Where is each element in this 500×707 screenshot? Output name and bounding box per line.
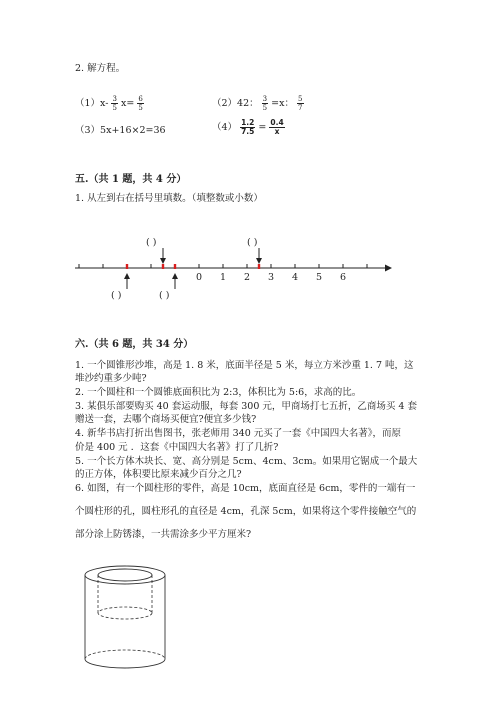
question-5-line-2: 的正方体，体积要比原来减少百分之几? — [75, 469, 242, 480]
section2-heading: 2. 解方程。 — [75, 63, 126, 74]
section5-question-1: 1. 从左到右在括号里填数。（填整数或小数） — [75, 193, 263, 204]
axis-arrow-icon — [385, 265, 392, 272]
question-3-line-2: 赠送一套，去哪个商场买便宜?便宜多少钱? — [75, 414, 257, 425]
equation-3-label: （3） — [75, 125, 101, 136]
question-4-line-1: 4. 新华书店打折出售图书，张老师用 340 元买了一套《中国四大名著》，而原 — [75, 428, 402, 439]
up-arrow-icon — [172, 273, 178, 279]
question-2: 2. 一个圆柱和一个圆锥底面积比为 2:3，体积比为 5:6，求高的比。 — [75, 387, 362, 398]
question-5-line-1: 5. 一个长方体木块长、宽、高分别是 5cm、4cm、3cm。如果用它锯成一个最大 — [75, 456, 418, 467]
answer-blank[interactable]: ( ) — [111, 290, 122, 301]
fraction: $\frac{6}{5}$ — [138, 95, 143, 112]
question-3-line-1: 3. 某俱乐部要购买 40 套运动服，每套 300 元，甲商场打七五折，乙商场买 4 套 — [75, 401, 417, 412]
fraction: $\frac{3}{5}$ — [262, 95, 268, 112]
answer-blank[interactable]: ( ) — [247, 237, 258, 248]
equation-2-label: （2） — [212, 98, 238, 109]
red-point-mark — [126, 264, 128, 269]
question-6-line-1: 6. 如图，有一个圆柱形的零件，高是 10cm，底面直径是 6cm，零件的一端有一 — [75, 483, 416, 494]
equation-1-label: （1） — [75, 98, 101, 109]
tick-label: 6 — [340, 272, 347, 283]
hole-top-ellipse — [98, 569, 152, 581]
equation-3-text: 5x+16×2=36 — [100, 125, 166, 136]
tick-label: 5 — [316, 272, 323, 283]
equation-2-mid: =x： — [271, 98, 294, 109]
number-line — [75, 235, 395, 315]
tick-label: 2 — [244, 272, 251, 283]
equation-2-pre: 42： — [237, 98, 259, 109]
outer-bottom-arc — [85, 659, 165, 668]
fraction: $\frac{5}{7}$ — [298, 95, 303, 112]
down-arrow-icon — [160, 258, 166, 264]
outer-bottom-hidden-arc — [85, 650, 165, 659]
question-1-line-1: 1. 一个圆锥形沙堆，高是 1. 8 米，底面半径是 5 米，每立方米沙重 1. 7 吨，这 — [75, 360, 414, 371]
down-arrow-icon — [256, 258, 262, 264]
fraction: $\frac{0.4}{x}$ — [270, 118, 284, 136]
answer-blank[interactable]: ( ) — [146, 237, 157, 248]
cylinder-part-figure — [80, 563, 200, 673]
answer-blank[interactable]: ( ) — [159, 290, 170, 301]
equation-1-pre: x- — [100, 98, 109, 109]
question-4-line-2: 价是 400 元 ．这套《中国四大名著》打了几折? — [75, 442, 279, 453]
section6-heading: 六.（共 6 题，共 34 分） — [75, 339, 194, 350]
tick-label: 1 — [220, 272, 227, 283]
fraction: $\frac{3}{5}$ — [112, 95, 117, 112]
red-point-mark — [162, 264, 164, 269]
hole-bottom-ellipse — [98, 607, 152, 619]
up-arrow-icon — [124, 273, 130, 279]
equation-3 — [75, 125, 166, 137]
equation-1-mid: x= — [120, 98, 135, 109]
equation-1 — [75, 95, 144, 112]
section5-heading: 五.（共 1 题，共 4 分） — [75, 174, 187, 185]
tick-label: 4 — [292, 272, 299, 283]
equation-4-mid: = — [258, 122, 267, 133]
equation-4 — [212, 119, 285, 136]
equation-4-label: （4） — [212, 122, 238, 133]
red-point-mark — [174, 264, 176, 269]
question-6-line-2: 个圆柱形的孔，圆柱形孔的直径是 4cm，孔深 5cm，如果将这个零件接触空气的 — [75, 506, 417, 517]
tick-label: 3 — [268, 272, 275, 283]
red-point-mark — [258, 264, 260, 269]
equation-2 — [212, 95, 304, 112]
fraction: $\frac{1.2}{7.5}$ — [241, 118, 255, 136]
question-1-line-2: 堆沙约重多少吨? — [75, 373, 147, 384]
question-6-line-3: 部分涂上防锈漆，一共需涂多少平方厘米? — [75, 529, 252, 540]
tick-label: 0 — [196, 272, 203, 283]
